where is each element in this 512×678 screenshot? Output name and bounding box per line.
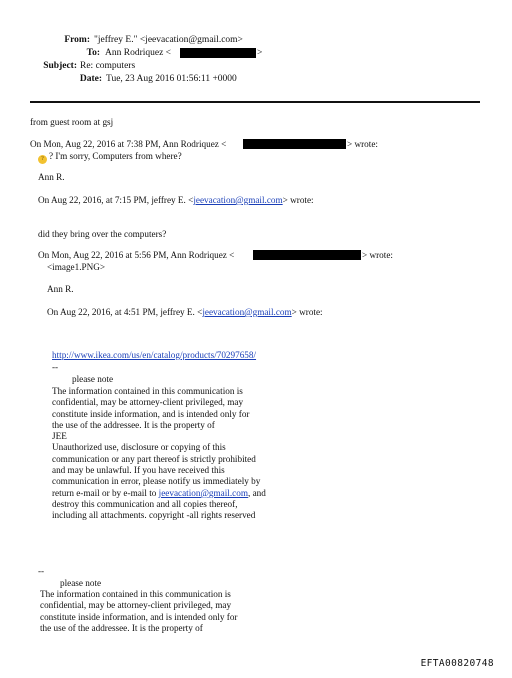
notice-line: The information contained in this communication is	[40, 589, 231, 599]
confidentiality-notice	[52, 386, 266, 522]
notice-line: communication or any part thereof is strictly prohibited	[52, 453, 256, 464]
reply3-wrote: > wrote:	[362, 250, 393, 260]
subject-label: Subject:	[43, 61, 77, 71]
signature-ann-r: Ann R.	[38, 172, 65, 182]
notice-line: confidential, may be attorney-client privileged, may	[40, 600, 232, 611]
notice-line: including all attachments. copyright -all rights reserved	[52, 510, 256, 521]
email-link[interactable]: jeevacation@gmail.com	[158, 487, 248, 498]
from-value: "jeffrey E." <jeevacation@gmail.com>	[94, 35, 243, 45]
redaction-box	[253, 250, 361, 260]
please-note-heading: please note	[72, 374, 114, 384]
notice-line: constitute inside information, and is intended only for	[52, 408, 250, 419]
to-label: To:	[86, 48, 100, 58]
notice-line: Unauthorized use, disclosure or copying of this	[52, 442, 226, 453]
notice-line: destroy this communication and all copies thereof,	[52, 498, 238, 509]
email-link[interactable]: jeevacation@gmail.com	[202, 307, 292, 317]
signature-separator: --	[52, 362, 59, 372]
reply1-message: ? ? I'm sorry, Computers from where?	[38, 151, 182, 164]
subject-value: Re: computers	[80, 61, 136, 71]
email-link[interactable]: jeevacation@gmail.com	[193, 195, 283, 205]
reply1-attribution: On Mon, Aug 22, 2016 at 7:38 PM, Ann Rodriquez <	[30, 139, 227, 149]
reply3-attribution: On Mon, Aug 22, 2016 at 5:56 PM, Ann Rodriquez <	[38, 250, 235, 260]
notice-line: The information contained in this communication is	[52, 386, 243, 396]
signature-separator: --	[38, 566, 45, 576]
header-divider	[30, 101, 480, 103]
notice-line: communication in error, please notify us immediately by	[52, 476, 261, 487]
notice-line: and may be unlawful. If you have received this	[52, 465, 225, 476]
signature-ann-r: Ann R.	[47, 284, 74, 294]
notice-line: return e-mail or by e-mail to jeevacation@gmail.com, and	[52, 487, 266, 498]
notice-line: the use of the addressee. It is the property of	[40, 622, 203, 633]
body-line-guest-room: from guest room at gsj	[30, 117, 114, 127]
notice-line: confidential, may be attorney-client privileged, may	[52, 397, 244, 408]
ikea-product-link[interactable]: http://www.ikea.com/us/en/catalog/products/70297658/	[52, 350, 257, 360]
document-id: EFTA00820748	[420, 658, 494, 669]
redaction-box	[243, 139, 346, 149]
reply4-attribution: On Aug 22, 2016, at 4:51 PM, jeffrey E. <jeevacation@gmail.com> wrote:	[47, 307, 323, 317]
to-value-prefix: Ann Rodriquez <	[105, 48, 172, 58]
please-note-heading: please note	[60, 578, 102, 588]
reply1-wrote: > wrote:	[347, 139, 378, 149]
notice-line: the use of the addressee. It is the property of	[52, 419, 215, 430]
date-value: Tue, 23 Aug 2016 01:56:11 +0000	[106, 74, 237, 84]
to-value-suffix: >	[257, 48, 263, 58]
notice-line: constitute inside information, and is intended only for	[40, 611, 238, 622]
attachment-label: <image1.PNG>	[47, 262, 106, 272]
notice-line: JEE	[52, 431, 67, 442]
confidentiality-notice	[40, 589, 238, 634]
reply2-attribution: On Aug 22, 2016, at 7:15 PM, jeffrey E. <jeevacation@gmail.com> wrote:	[38, 195, 314, 205]
redaction-box	[180, 48, 256, 58]
from-label: From:	[64, 35, 90, 45]
thinking-face-icon: ?	[38, 155, 47, 164]
reply2-message: did they bring over the computers?	[38, 229, 167, 239]
date-label: Date:	[79, 74, 102, 84]
